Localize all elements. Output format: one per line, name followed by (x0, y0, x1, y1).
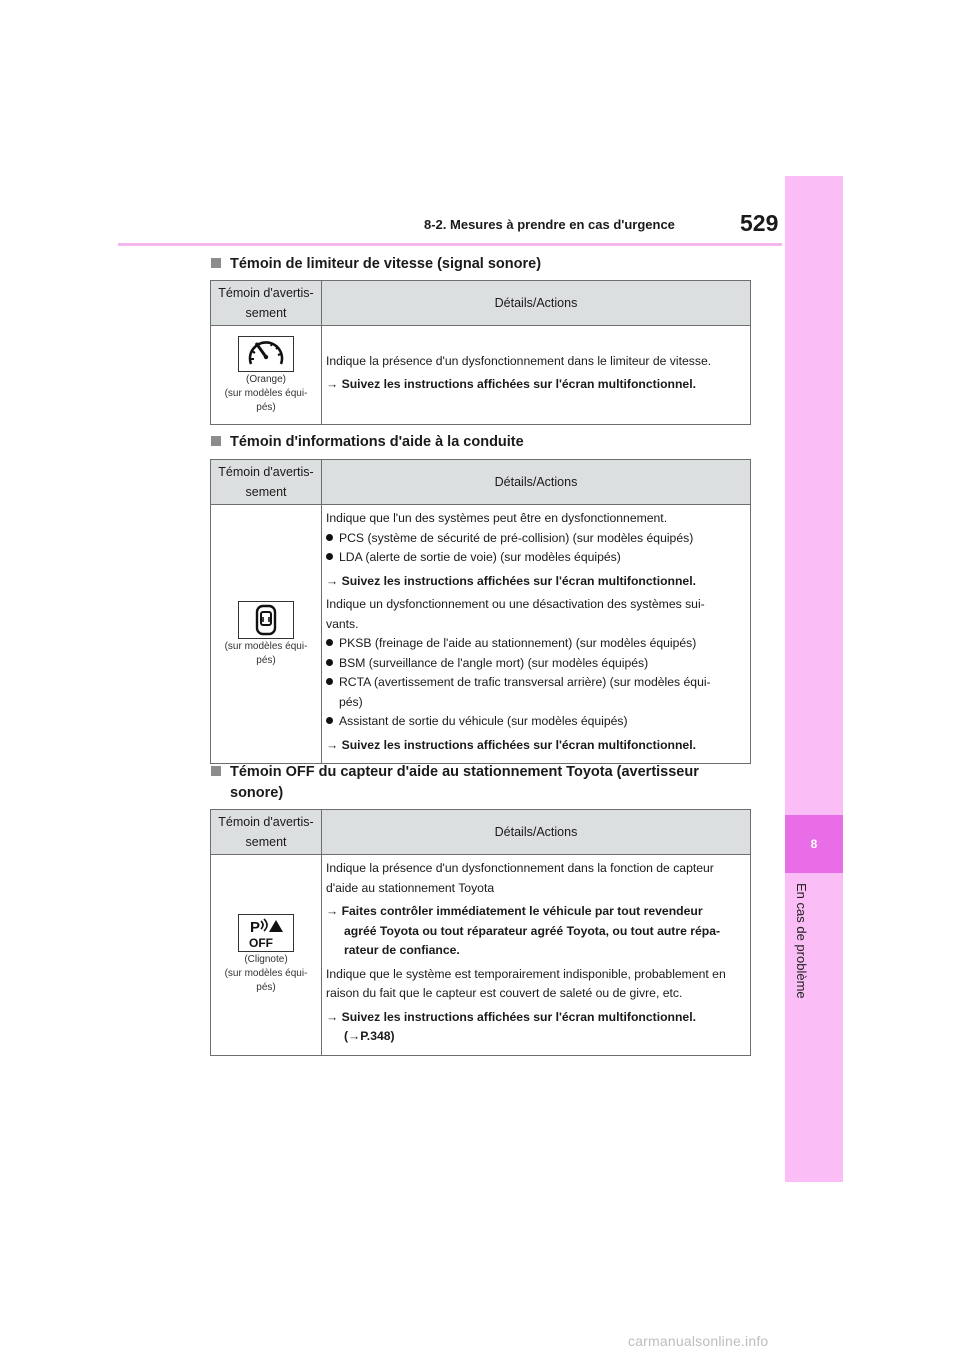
warning-table (210, 459, 751, 764)
chapter-title: En cas de problème (794, 883, 809, 999)
details-cell: Indique que l'un des systèmes peut être en dysfonctionnement. PCS (système de sécurité de pré-collision) (sur modèles équipés) LDA (alerte de sortie de voie) (sur modèles équipés) → Suivez les instructions affichées sur l'écran multifonctionnel. Indique un dysfonctionnement ou une désactivation des systèmes sui- vants. PKSB (freinage de l'aide au stationnement) (sur modèles équipés) BSM (surveillance de l'angle mort) (sur modèles équipés) RCTA (avertissement de trafic transversal arrière) (sur modèles équi- pés) Assistant de sortie du véhicule (sur modèles équipés) → Suivez les instructions affichées sur l'écran multifonctionnel. (322, 505, 751, 764)
bullet-dot-icon (326, 659, 333, 666)
page-number: 529 (740, 210, 779, 236)
details-cell: Indique la présence d'un dysfonctionnement dans le limiteur de vitesse. → Suivez les instructions affichées sur l'écran multifonctionnel. (322, 326, 751, 425)
column-header-details: Détails/Actions (322, 810, 751, 855)
svg-text:P: P (250, 919, 261, 937)
warning-lamp-cell: (Orange) (sur modèles équi- pés) (211, 326, 322, 425)
warning-lamp-cell: (sur modèles équi- pés) (211, 505, 322, 764)
side-tab (785, 176, 843, 1182)
chapter-number-tab[interactable]: 8 (785, 815, 843, 873)
bullet-dot-icon (326, 717, 333, 724)
column-header-details: Détails/Actions (322, 460, 751, 505)
svg-text:OFF: OFF (249, 936, 273, 951)
car-monitor-icon (238, 601, 294, 639)
section-heading: Témoin d'informations d'aide à la conduite (211, 432, 524, 453)
column-header-lamp: Témoin d'avertis- sement (211, 460, 322, 505)
square-bullet-icon (211, 436, 221, 446)
warning-table (210, 809, 751, 1056)
section-heading: Témoin OFF du capteur d'aide au stationnement Toyota (avertisseur sonore) (211, 762, 699, 804)
speed-limiter-gauge-icon (238, 336, 294, 372)
square-bullet-icon (211, 766, 221, 776)
column-header-details: Détails/Actions (322, 281, 751, 326)
header-rule (118, 243, 782, 246)
warning-table (210, 280, 751, 425)
bullet-dot-icon (326, 678, 333, 685)
bullet-dot-icon (326, 639, 333, 646)
section-heading: Témoin de limiteur de vitesse (signal sonore) (211, 254, 541, 275)
details-cell: Indique la présence d'un dysfonctionnement dans la fonction de capteur d'aide au stationnement Toyota → Faites contrôler immédiatement le véhicule par tout revendeur agréé Toyota ou tout réparateur agréé Toyota, ou tout autre répa- rateur de confiance. Indique que le système est temporairement indisponible, probablement en raison du fait que le capteur est couvert de saleté ou de givre, etc. → Suivez les instructions affichées sur l'écran multifonctionnel. (→P.348) (322, 855, 751, 1056)
column-header-lamp: Témoin d'avertis- sement (211, 810, 322, 855)
bullet-dot-icon (326, 553, 333, 560)
warning-lamp-cell: P OFF (Clignote) (sur modèles équi- pés) (211, 855, 322, 1056)
square-bullet-icon (211, 258, 221, 268)
section-label: 8-2. Mesures à prendre en cas d'urgence (424, 217, 675, 232)
watermark: carmanualsonline.info (628, 1333, 769, 1349)
bullet-dot-icon (326, 534, 333, 541)
parking-sensor-off-icon (238, 914, 294, 952)
column-header-lamp: Témoin d'avertis- sement (211, 281, 322, 326)
